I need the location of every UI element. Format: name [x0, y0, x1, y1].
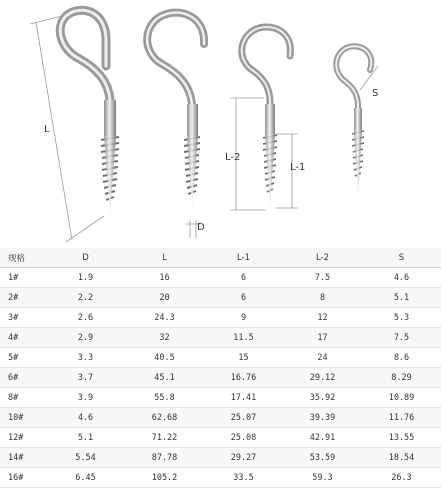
- cell-l: 71.22: [125, 428, 204, 448]
- dimension-label-l1: L-1: [290, 162, 306, 173]
- cell-spec: 6#: [0, 368, 46, 388]
- cell-s: 13.55: [362, 428, 441, 448]
- cell-spec: 8#: [0, 388, 46, 408]
- cell-d: 2.6: [46, 308, 125, 328]
- cell-s: 26.3: [362, 468, 441, 488]
- table-row: [0, 288, 441, 308]
- cell-d: 6.45: [46, 468, 125, 488]
- dimension-label-l2: L-2: [225, 152, 241, 163]
- table-row: [0, 388, 441, 408]
- cell-d: 2.9: [46, 328, 125, 348]
- cell-s: 7.5: [362, 328, 441, 348]
- cell-l1: 16.76: [204, 368, 283, 388]
- cell-l1: 33.5: [204, 468, 283, 488]
- hook-2: [147, 13, 204, 208]
- cell-l2: 53.59: [283, 448, 362, 468]
- cell-l2: 24: [283, 348, 362, 368]
- cell-d: 5.1: [46, 428, 125, 448]
- table-row: [0, 268, 441, 288]
- cell-spec: 16#: [0, 468, 46, 488]
- cell-spec: 1#: [0, 268, 46, 288]
- cell-l1: 6: [204, 288, 283, 308]
- cell-l2: 35.92: [283, 388, 362, 408]
- cell-s: 8.29: [362, 368, 441, 388]
- cell-l: 87.78: [125, 448, 204, 468]
- table-row: [0, 448, 441, 468]
- dimension-label-l: L: [44, 124, 50, 135]
- table-header-row: [0, 248, 441, 268]
- cell-l: 62.68: [125, 408, 204, 428]
- table-row: [0, 468, 441, 488]
- cell-l: 55.8: [125, 388, 204, 408]
- cell-l2: 29.12: [283, 368, 362, 388]
- cell-l1: 6: [204, 268, 283, 288]
- cell-s: 18.54: [362, 448, 441, 468]
- cell-l2: 12: [283, 308, 362, 328]
- cell-l: 40.5: [125, 348, 204, 368]
- cell-l: 32: [125, 328, 204, 348]
- column-header-s: S: [362, 248, 441, 268]
- cell-l2: 8: [283, 288, 362, 308]
- column-header-l: L: [125, 248, 204, 268]
- cell-l2: 39.39: [283, 408, 362, 428]
- cell-d: 3.3: [46, 348, 125, 368]
- cell-d: 5.54: [46, 448, 125, 468]
- cell-d: 4.6: [46, 408, 125, 428]
- cell-l2: 59.3: [283, 468, 362, 488]
- cell-l: 16: [125, 268, 204, 288]
- cell-l: 24.3: [125, 308, 204, 328]
- column-header-spec: 规格: [0, 248, 46, 268]
- dimension-label-d: D: [197, 222, 205, 233]
- column-header-d: D: [46, 248, 125, 268]
- cell-l1: 11.5: [204, 328, 283, 348]
- cell-l1: 25.07: [204, 408, 283, 428]
- cell-s: 5.1: [362, 288, 441, 308]
- cell-spec: 2#: [0, 288, 46, 308]
- column-header-l2: L-2: [283, 248, 362, 268]
- cell-s: 10.89: [362, 388, 441, 408]
- table-row: [0, 428, 441, 448]
- dimension-lines: [30, 16, 378, 242]
- cell-d: 3.9: [46, 388, 125, 408]
- cell-s: 11.76: [362, 408, 441, 428]
- dimension-label-s: S: [372, 88, 379, 99]
- cell-l: 20: [125, 288, 204, 308]
- table-row: [0, 308, 441, 328]
- table-row: [0, 328, 441, 348]
- table-row: [0, 368, 441, 388]
- cell-d: 2.2: [46, 288, 125, 308]
- cell-l1: 25.08: [204, 428, 283, 448]
- hook-3: [242, 27, 291, 206]
- cell-spec: 4#: [0, 328, 46, 348]
- cell-s: 8.6: [362, 348, 441, 368]
- cell-l1: 29.27: [204, 448, 283, 468]
- table-row: [0, 348, 441, 368]
- cell-s: 4.6: [362, 268, 441, 288]
- cell-d: 3.7: [46, 368, 125, 388]
- cell-l: 105.2: [125, 468, 204, 488]
- column-header-l1: L-1: [204, 248, 283, 268]
- cell-spec: 12#: [0, 428, 46, 448]
- cell-l1: 17.41: [204, 388, 283, 408]
- cell-l1: 15: [204, 348, 283, 368]
- cell-spec: 5#: [0, 348, 46, 368]
- cell-l2: 42.91: [283, 428, 362, 448]
- table-row: [0, 408, 441, 428]
- cell-l2: 7.5: [283, 268, 362, 288]
- hook-1: [60, 10, 119, 214]
- spec-table: [0, 248, 441, 488]
- cell-l: 45.1: [125, 368, 204, 388]
- cell-s: 5.3: [362, 308, 441, 328]
- cell-l1: 9: [204, 308, 283, 328]
- cell-spec: 10#: [0, 408, 46, 428]
- cell-l2: 17: [283, 328, 362, 348]
- cell-spec: 14#: [0, 448, 46, 468]
- cell-d: 1.9: [46, 268, 125, 288]
- hook-4: [336, 46, 371, 196]
- cell-spec: 3#: [0, 308, 46, 328]
